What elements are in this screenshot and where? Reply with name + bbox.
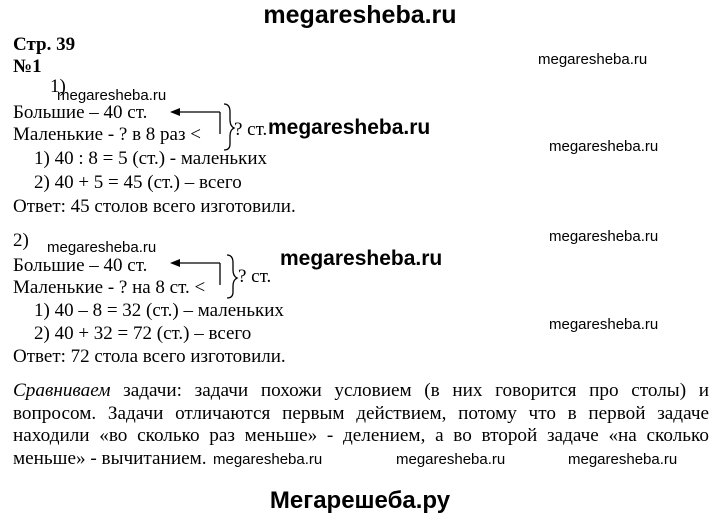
task1-bracket-label: ? ст.: [234, 119, 268, 140]
watermark: megaresheba.ru: [538, 51, 648, 68]
watermark: megaresheba.ru: [549, 316, 659, 333]
task2-bracket: [227, 255, 237, 298]
watermark: megaresheba.ru: [268, 116, 431, 139]
task2-small-line: Маленькие - ? на 8 ст. <: [13, 277, 206, 298]
site-title[interactable]: megaresheba.ru: [263, 1, 457, 29]
comparison-paragraph: [13, 380, 709, 470]
task1-arrow: [170, 108, 220, 134]
watermark: megaresheba.ru: [57, 87, 167, 104]
task2-step2: 2) 40 + 32 = 72 (ст.) – всего: [34, 323, 252, 344]
page-label: Стр. 39: [13, 34, 76, 55]
task2-big-line: Большие – 40 ст.: [13, 255, 148, 276]
task1-small-line: Маленькие - ? в 8 раз <: [13, 124, 201, 145]
watermark: megaresheba.ru: [549, 138, 659, 155]
footer-brand[interactable]: Мегарешеба.ру: [269, 487, 451, 514]
watermark: megaresheba.ru: [396, 451, 506, 468]
comparison-text: задачи: задачи похожи условием (в них говорится про столы) и вопросом. Задачи отличаются первым действием, потому что в первой задаче находили «во сколько раз меньше» - делением, а во второй задаче «на сколько меньше» - вычитанием.: [13, 380, 709, 469]
watermark: megaresheba.ru: [549, 228, 659, 245]
task1-big-line: Большие – 40 ст.: [13, 102, 148, 123]
task1-answer: Ответ: 45 столов всего изготовили.: [13, 196, 296, 217]
watermark: megaresheba.ru: [280, 247, 443, 270]
task1-step2: 2) 40 + 5 = 45 (ст.) – всего: [34, 172, 242, 193]
task1-bracket: [224, 104, 234, 150]
comparison-lead: Сравниваем: [13, 380, 111, 401]
watermark: megaresheba.ru: [213, 451, 323, 468]
task2-arrow: [170, 259, 220, 285]
task2-bracket-label: ? ст.: [238, 266, 272, 287]
task1-number: 1): [50, 76, 66, 97]
task2-step1: 1) 40 – 8 = 32 (ст.) – маленьких: [34, 300, 284, 321]
watermark: megaresheba.ru: [47, 239, 157, 256]
task2-answer: Ответ: 72 стола всего изготовили.: [13, 346, 286, 367]
task2-number: 2): [13, 230, 29, 251]
exercise-label: №1: [13, 56, 42, 77]
watermark: megaresheba.ru: [568, 451, 678, 468]
task1-step1: 1) 40 : 8 = 5 (ст.) - маленьких: [34, 148, 268, 169]
